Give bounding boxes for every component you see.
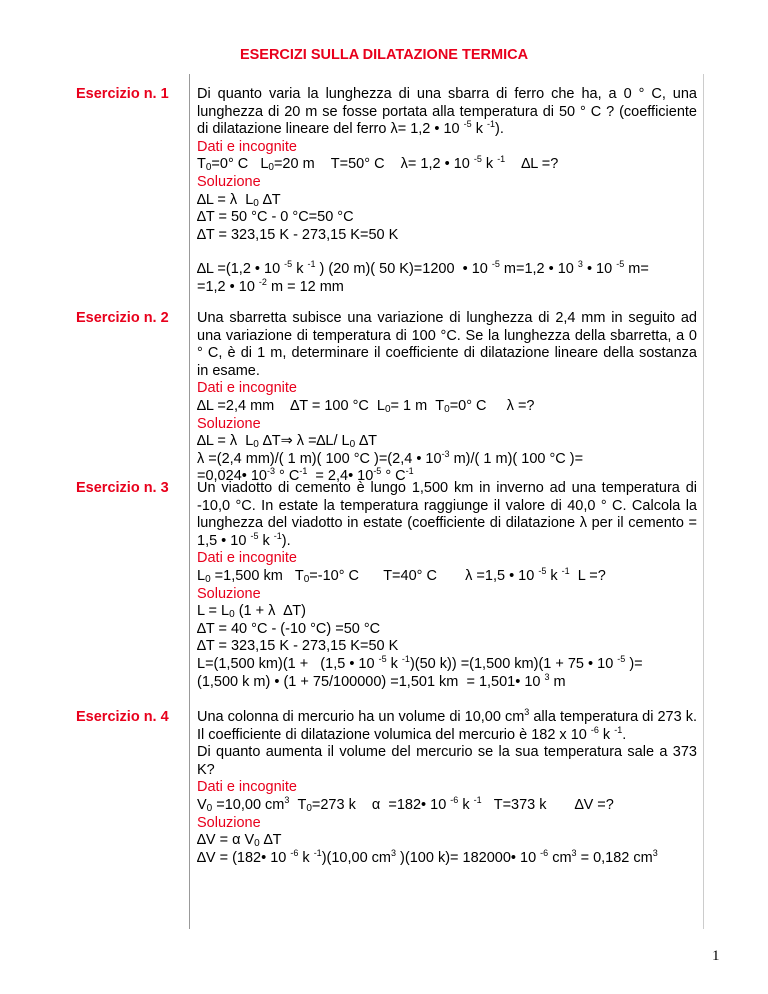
right-divider (703, 74, 704, 929)
column-divider (189, 74, 190, 929)
exercise-2-given: ∆L =2,4 mm ∆T = 100 °C $L_0= 1$ m $T_0=0^\circ$ C λ =? (197, 397, 535, 415)
exercise-3-step-3: L=(1,500 km)(1 + (1,5 • 10 $^{-5}$ k $^{-1}$)(50 k)) =(1,500 km)(1 + 75 • 10 $^{-5}$ )= (197, 653, 643, 672)
exercise-4-given: $V_0 =10,00$ $cm^3$ $T_0=273$ k α =182• 10 $^{-6}$ k $^{-1}$ T=373 k ∆V =? (197, 794, 614, 814)
exercise-3-step-1: ∆T = 40 °C - (-10 °C) =50 °C (197, 620, 381, 637)
exercise-1-text: Di quanto varia la lunghezza di una sbarra di ferro che ha, a 0 ° C, una lunghezza di 20 m se fosse portata alla temperatura di 50 ° C ? (coefficiente di dilatazione lineare del ferro λ= 1,2 • 10 $^{-5}$ k $^{-1}$). (197, 86, 697, 138)
exercise-1-result: =1,2 • 10 $^{-2}$ m = 12 mm (197, 276, 344, 295)
exercise-3-text: Un viadotto di cemento è lungo 1,500 km in inverno ad una temperatura di -10,0 °C. In estate la temperatura raggiunge il valore di 40,0 ° C. Calcola la lunghezza del viadotto in estate (coefficiente di dilatazione λ per il cemento = 1,5 • 10 $^{-5}$ k $^{-1}$). (197, 480, 697, 549)
exercise-3-soluzione-heading: Soluzione (197, 585, 261, 602)
exercise-4-result: ∆V = (182• 10 $^{-6}$ k $^{-1}$)(10,00 $cm^3$ )(100 k)= 182000• 10 $^{-6}$ $cm^3 = 0,182$ $cm^3$ (197, 847, 658, 866)
exercise-2-dati-heading: Dati e incognite (197, 380, 297, 397)
exercise-4-question: Di quanto aumenta il volume del mercurio se la sua temperatura sale a 373 K? (197, 744, 697, 778)
exercise-2-result: =0,024• $10^{-3}$ ° $C^{-1}$ = 2,4• $10^{-5}$ ° $C^{-1}$ (197, 466, 414, 485)
exercise-1-step-1: ∆T = 50 °C - 0 °C=50 °C (197, 209, 354, 226)
exercise-1-soluzione-heading: Soluzione (197, 173, 261, 190)
exercise-4 (197, 709, 697, 867)
exercise-4-soluzione-heading: Soluzione (197, 814, 261, 831)
exercise-3-dati-heading: Dati e incognite (197, 550, 297, 567)
exercise-3-result: (1,500 k m) • (1 + 75/100000) =1,501 km = 1,501• 10 $^3$ m (197, 671, 566, 690)
exercise-1-step-3: ∆L =(1,2 • 10 $^{-5}$ k $^{-1}$ ) (20 m)( 50 K)=1200 • 10 $^{-5}$ m=1,2 • 10 $^3$ • 10 $^{-5}$ m= (197, 259, 649, 278)
exercise-2 (197, 310, 697, 486)
exercise-1-step-2: ∆T = 323,15 K - 273,15 K=50 K (197, 226, 399, 243)
exercise-3-label: Esercizio n. 3 (76, 480, 169, 496)
exercise-3-formula: $L = L_0$ (1 + λ ∆T) (197, 603, 306, 621)
exercise-2-step-1: λ =(2,4 mm)/( 1 m)( 100 °C )=(2,4 • $10^{-3}$ m)/( 1 m)( 100 °C )= (197, 448, 584, 467)
exercise-3-given: $L_0 =1,500$ km $T_0=-10^\circ$ C T=40° C λ =1,5 • 10 $^{-5}$ k $^{-1}$ L =? (197, 565, 606, 585)
page-title: ESERCIZI SULLA DILATAZIONE TERMICA (239, 47, 529, 63)
exercise-4-formula: ∆V = α $V_0$ ∆T (197, 832, 282, 850)
exercise-2-label: Esercizio n. 2 (76, 310, 169, 326)
exercise-4-text: Una colonna di mercurio ha un volume di 10,00 $cm^3$ alla temperatura di 273 k. Il coefficiente di dilatazione volumica del mercurio è 182 x 10 $^{-6}$ k $^{-1}$. (197, 707, 697, 743)
exercise-1-dati-heading: Dati e incognite (197, 138, 297, 155)
exercise-2-formula: ∆L = λ $L_0$ ∆T⇒ λ =∆L/ $L_0$ ∆T (197, 433, 377, 451)
exercise-2-soluzione-heading: Soluzione (197, 415, 261, 432)
exercise-1-given: $T_0=0^\circ$ C $L_0=20$ m T=50° C λ= 1,2 • 10 $^{-5}$ k $^{-1}$ ∆L =? (197, 154, 559, 174)
exercise-1 (197, 86, 697, 297)
exercise-4-dati-heading: Dati e incognite (197, 779, 297, 796)
exercise-3 (197, 480, 697, 691)
exercise-3-step-2: ∆T = 323,15 K - 273,15 K=50 K (197, 638, 399, 655)
exercise-4-label: Esercizio n. 4 (76, 709, 169, 725)
exercise-1-formula: ∆L = λ $L_0$ ∆T (197, 191, 281, 209)
page-number: 1 (712, 948, 720, 964)
exercise-2-text: Una sbarretta subisce una variazione di lunghezza di 2,4 mm in seguito ad una variazione di temperatura di 100 °C. Se la lunghezza della sbarretta, a 0 ° C, è di 1 m, determinare il coefficiente di dilatazione lineare della sostanza in esame. (197, 310, 697, 379)
exercise-1-label: Esercizio n. 1 (76, 86, 169, 102)
